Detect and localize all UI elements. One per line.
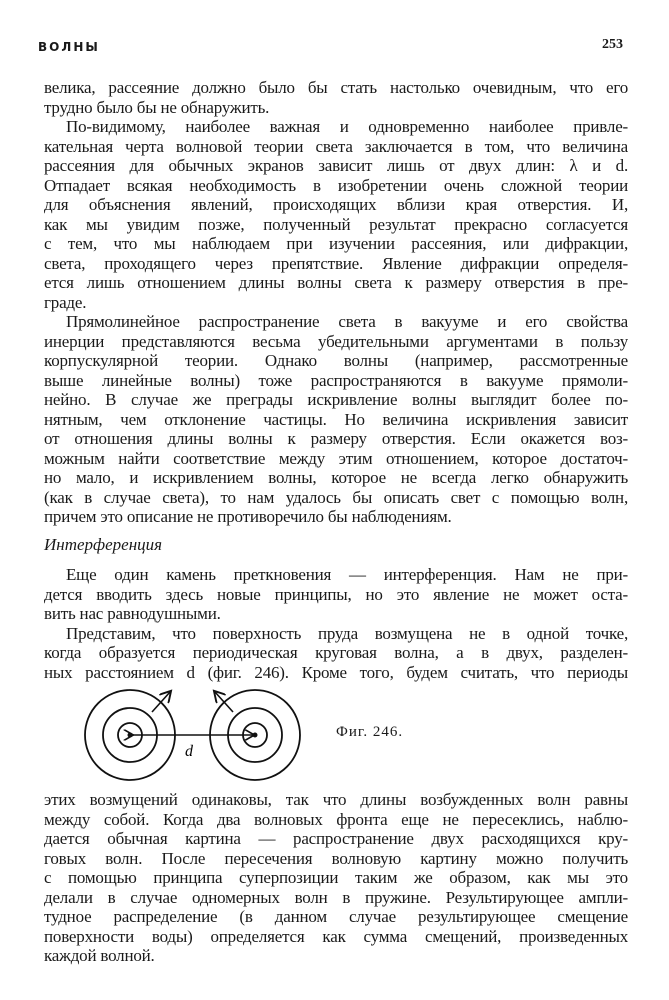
text-line: когда образуется периодическая круговая волна, а в двух, разделен-: [44, 643, 628, 662]
text-line: По-видимому, наиболее важная и одновременно наиболее привле-: [66, 117, 628, 136]
text-line: можным найти соответствие между этим отношением, которое достаточ-: [44, 448, 628, 468]
text-line: велика, рассеяние должно было бы стать настолько очевидным, что его: [44, 78, 628, 97]
left-source-point: [128, 733, 133, 738]
text-line: как мы увидим позже, полученный результат прекрасно согласуется: [44, 214, 628, 234]
text-line: от отношения длины волны к размеру отверстия. Если окажется воз-: [44, 429, 628, 448]
text-line: но мало, и искривлением волны, которое не всегда легко обнаружить: [44, 468, 628, 487]
text-line: этих возмущений одинаковы, так что длины возбужденных волн равны: [44, 790, 628, 809]
figure-caption: Фиг. 246.: [336, 724, 404, 740]
text-line: (как в случае света), то нам удалось бы описать свет с помощью волн,: [44, 487, 628, 507]
text-line: говых волн. После пересечения волновую картину можно получить: [44, 848, 628, 868]
text-line: дается обычная картина — распространение двух расходящихся кру-: [44, 829, 628, 848]
page-number: 253: [602, 37, 623, 52]
text-line: с помощью принципа суперпозиции таким же образом, как мы это: [44, 868, 628, 887]
text-line: между собой. Когда два волновых фронта еще не пересеклись, наблю-: [44, 809, 628, 829]
text-line: причем это описание не противоречило бы наблюдениям.: [44, 507, 452, 526]
right-source-point: [253, 733, 258, 738]
text-line: корпускулярной теории. Однако волны (например, рассмотренные: [44, 351, 628, 370]
text-line: ется лишь отношением длины волны света к размеру отверстия в пре-: [44, 273, 628, 292]
text-line: нейно. В случае же преграды искривление волны выглядит более по-: [44, 390, 628, 409]
text-line: делали в случае одномерных волн в пружине. Результирующее ампли-: [44, 887, 628, 907]
text-line: рассеяния для обычных экранов зависит лишь от двух длин: λ и d.: [44, 156, 628, 175]
text-line: поверхности воды) определяется как сумма смещений, произведенных: [44, 926, 628, 946]
text-line: Представим, что поверхность пруда возмущена не в одной точке,: [66, 623, 628, 643]
text-line: Отпадает всякая необходимость в изобретении очень сложной теории: [44, 175, 628, 195]
text-block-3: [44, 565, 628, 682]
text-line: тудное распределение (в данном случае результирующее смещение: [44, 907, 628, 926]
text-block-4: [44, 790, 628, 966]
running-head: ВОЛНЫ: [38, 40, 100, 54]
text-line: света, проходящего через препятствие. Явление дифракции определя-: [44, 253, 628, 273]
text-line: каждой волной.: [44, 946, 155, 965]
text-line: нятным, чем отклонение частицы. Но величина искривления зависит: [44, 409, 628, 429]
text-block-2: [44, 293, 628, 527]
text-block-1: [44, 78, 628, 293]
text-line: ных расстоянием d (фиг. 246). Кроме того, будем считать, что периоды: [44, 662, 628, 682]
text-line: трудно было бы не обнаружить.: [44, 97, 270, 117]
figure-246-two-wave-sources: [80, 680, 320, 790]
text-line: выше линейные волны) тоже распространяются в вакууме прямоли-: [44, 370, 628, 390]
section-heading: Интерференция: [44, 535, 163, 554]
text-line: с тем, что мы наблюдаем при изучении рассеяния, или дифракции,: [44, 234, 628, 253]
text-line: Прямолинейное распространение света в вакууме и его свойства: [66, 312, 628, 331]
text-line: дется вводить здесь новые принципы, но это явление не может оста-: [44, 584, 628, 604]
text-line: для объяснения явлений, происходящих вблизи края отверстия. И,: [44, 195, 628, 214]
text-line: вить нас равнодушными.: [44, 604, 221, 623]
text-line: кательная черта волновой теории света заключается в том, что величина: [44, 136, 628, 156]
text-line: инерции представляются весьма убедительными аргументами в пользу: [44, 331, 628, 351]
text-line: Еще один камень преткновения — интерференция. Нам не при-: [66, 565, 628, 584]
text-line: граде.: [44, 292, 87, 312]
distance-label: d: [185, 743, 193, 760]
